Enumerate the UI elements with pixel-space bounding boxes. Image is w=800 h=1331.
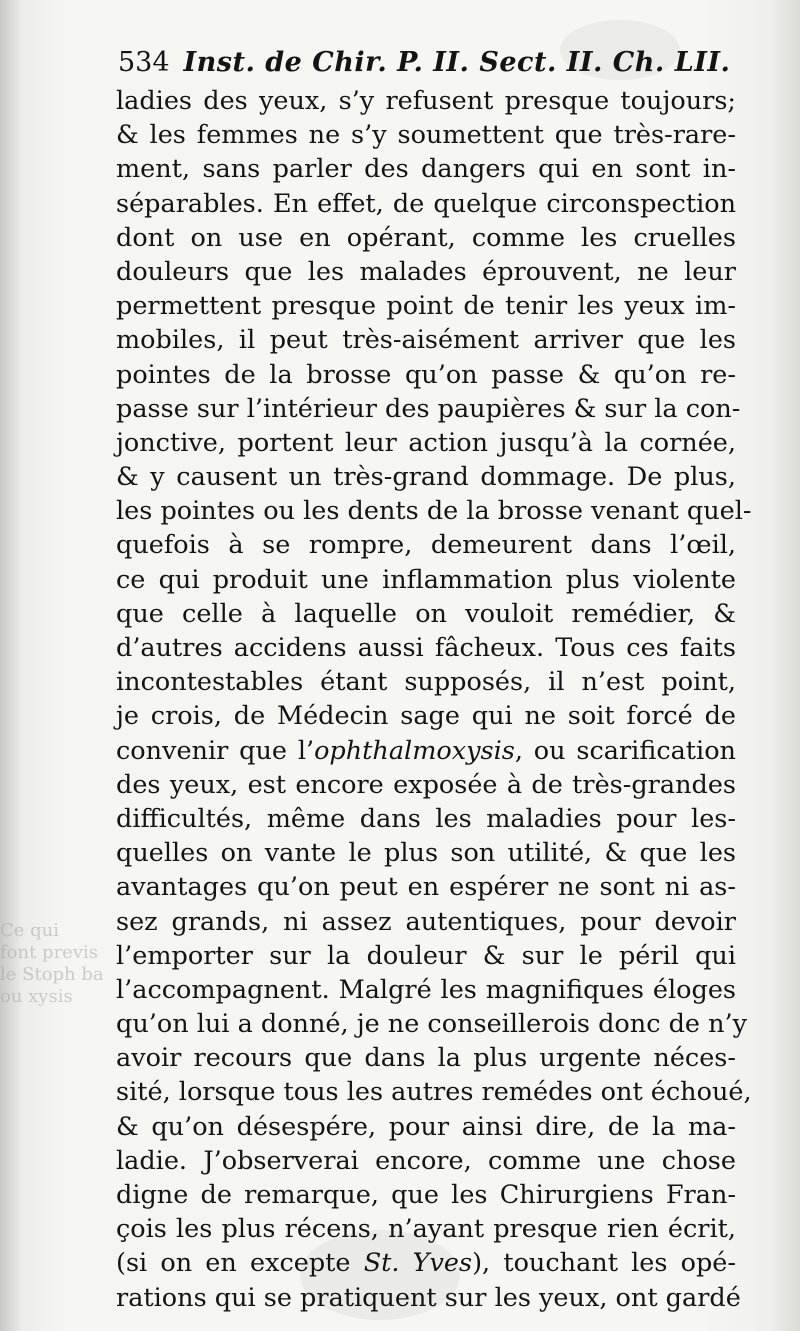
text-line: douleurs que les malades éprouvent, ne leur: [116, 256, 736, 287]
text-line: incontestables étant supposés, il n’est point,: [116, 667, 736, 698]
text-segment: , ou scarification: [514, 735, 736, 766]
bleed-line: Ce qui: [0, 920, 60, 941]
text-line: ladie. J’observerai encore, comme une chose: [116, 1145, 736, 1176]
page-number: 534: [118, 47, 170, 78]
text-line-with-italic: [116, 1246, 736, 1280]
text-line: avoir recours que dans la plus urgente néces-: [116, 1043, 736, 1074]
text-line: des yeux, est encore exposée à de très-grandes: [116, 769, 736, 800]
bleed-line: ou xysis: [0, 986, 73, 1007]
text-line: qu’on lui a donné, je ne conseillerois donc de n’y: [116, 1009, 748, 1040]
text-line: permettent presque point de tenir les yeux im-: [116, 291, 736, 322]
bleed-line: le Stoph ba: [0, 964, 104, 985]
text-line: difficultés, même dans les maladies pour les-: [116, 803, 736, 834]
text-line: ce qui produit une inflammation plus violente: [116, 564, 736, 595]
text-line: quelles on vante le plus son utilité, & que les: [116, 838, 736, 869]
text-line: sité, lorsque tous les autres remédes ont échoué,: [116, 1077, 752, 1108]
page-header: [118, 40, 731, 86]
text-line: mobiles, il peut très-aisément arriver que les: [116, 325, 736, 356]
text-line: dont on use en opérant, comme les cruelles: [116, 222, 736, 253]
italic-name: St. Yves: [363, 1248, 473, 1279]
text-line-with-italic: [116, 734, 736, 768]
text-line: séparables. En effet, de quelque circonspection: [116, 188, 736, 219]
text-line: & y causent un très-grand dommage. De plus,: [116, 462, 736, 493]
running-title: Inst. de Chir. P. II. Sect. II. Ch. LII.: [183, 47, 731, 78]
text-line: & les femmes ne s’y soumettent que très-rare-: [116, 120, 736, 151]
text-line: que celle à laquelle on vouloit remédier, &: [116, 598, 736, 629]
text-line: les pointes ou les dents de la brosse venant quel-: [116, 496, 752, 527]
text-line: sez grands, ni assez autentiques, pour devoir: [116, 906, 736, 937]
text-line: passe sur l’intérieur des paupières & sur la con-: [116, 393, 741, 424]
body-text: [116, 84, 752, 1315]
text-line: l’emporter sur la douleur & sur le péril qui: [116, 940, 736, 971]
text-line: ladies des yeux, s’y refusent presque toujours;: [116, 86, 736, 116]
text-line: ment, sans parler des dangers qui en sont in-: [116, 154, 736, 185]
italic-term: ophthalmoxysis: [314, 735, 515, 766]
text-line: rations qui se pratiquent sur les yeux, ont gardé: [116, 1282, 741, 1313]
bleed-line: font previs: [0, 942, 98, 963]
text-line: quefois à se rompre, demeurent dans l’œil,: [116, 530, 736, 561]
text-line: l’accompagnent. Malgré les magnifiques éloges: [116, 974, 736, 1005]
text-segment: ), touchant les opé-: [472, 1248, 736, 1279]
text-line: jonctive, portent leur action jusqu’à la cornée,: [116, 427, 736, 458]
text-segment: convenir que l’: [116, 735, 315, 766]
text-line: çois les plus récens, n’ayant presque rien écrit,: [116, 1214, 736, 1245]
text-segment: (si on en excepte: [116, 1248, 364, 1279]
text-line: d’autres accidens aussi fâcheux. Tous ces faits: [116, 633, 736, 663]
text-line: avantages qu’on peut en espérer ne sont ni as-: [116, 872, 736, 903]
text-line: digne de remarque, que les Chirurgiens Fran-: [116, 1180, 736, 1210]
text-line: pointes de la brosse qu’on passe & qu’on re-: [116, 359, 736, 390]
text-line: & qu’on désespére, pour ainsi dire, de la ma-: [116, 1111, 736, 1142]
text-line: je crois, de Médecin sage qui ne soit forcé de: [116, 701, 736, 732]
bleed-through-text: [0, 920, 110, 1008]
